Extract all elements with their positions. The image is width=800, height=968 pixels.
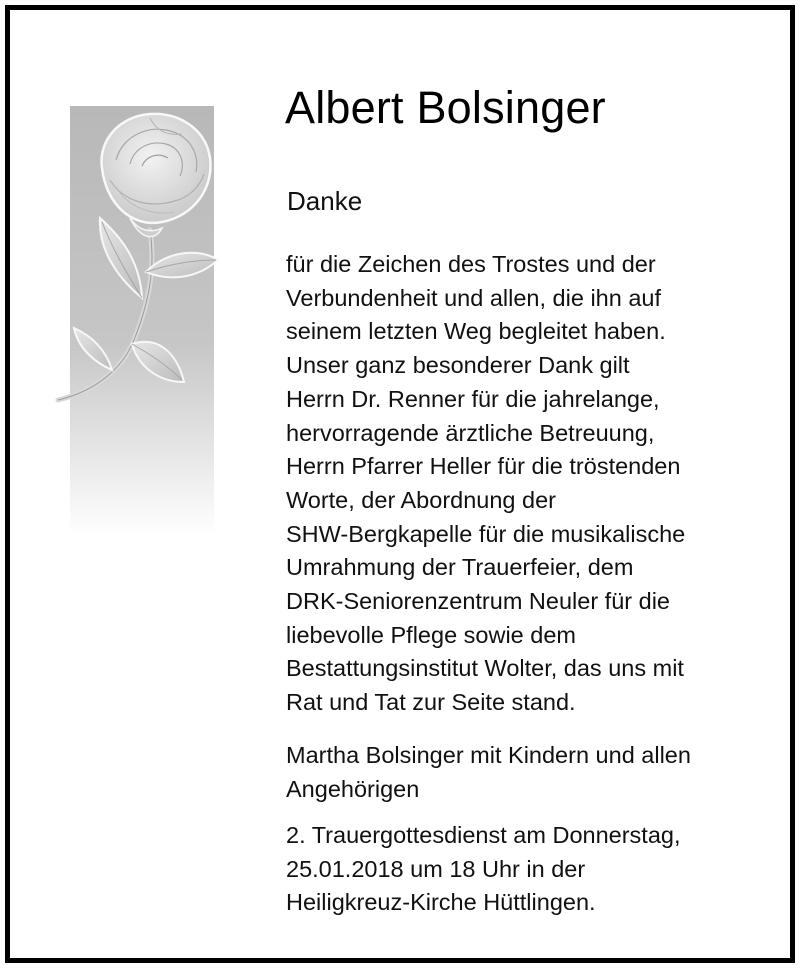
deceased-name: Albert Bolsinger xyxy=(285,82,606,133)
service-line: Heiligkreuz-Kirche Hüttlingen. xyxy=(286,889,596,916)
paragraph-line: Unser ganz besonderer Dank gilt xyxy=(286,352,630,379)
thanks-paragraph xyxy=(286,248,685,720)
service-line: 2. Trauergottesdienst am Donnerstag, xyxy=(286,822,681,848)
paragraph-line: Rat und Tat zur Seite stand. xyxy=(286,689,576,716)
signature-paragraph xyxy=(286,739,691,806)
paragraph-line: Umrahmung der Trauerfeier, dem xyxy=(286,554,634,581)
paragraph-line: für die Zeichen des Trostes und der xyxy=(286,251,656,277)
rose-blossom xyxy=(102,114,211,223)
paragraph-line: hervorragende ärztliche Betreuung, xyxy=(286,419,655,446)
signature-line: Martha Bolsinger mit Kindern und allen xyxy=(286,742,691,768)
paragraph-line: seinem letzten Weg begleitet haben. xyxy=(286,318,666,345)
service-paragraph xyxy=(286,819,681,920)
paragraph-line: Herrn Pfarrer Heller für die tröstenden xyxy=(286,453,681,480)
rose-illustration xyxy=(38,100,248,540)
paragraph-line: Bestattungsinstitut Wolter, das uns mit xyxy=(286,655,684,682)
paragraph-line: DRK-Seniorenzentrum Neuler für die xyxy=(286,588,670,615)
service-line: 25.01.2018 um 18 Uhr in der xyxy=(286,855,586,882)
paragraph-line: Worte, der Abordnung der xyxy=(286,486,556,513)
thanks-heading: Danke xyxy=(287,186,363,216)
signature-line: Angehörigen xyxy=(286,775,420,802)
paragraph-line: SHW-Bergkapelle für die musikalische xyxy=(286,520,686,547)
paragraph-line: liebevolle Pflege sowie dem xyxy=(286,621,576,648)
paragraph-line: Herrn Dr. Renner für die jahrelange, xyxy=(286,385,660,412)
paragraph-line: Verbundenheit und allen, die ihn auf xyxy=(286,284,662,311)
